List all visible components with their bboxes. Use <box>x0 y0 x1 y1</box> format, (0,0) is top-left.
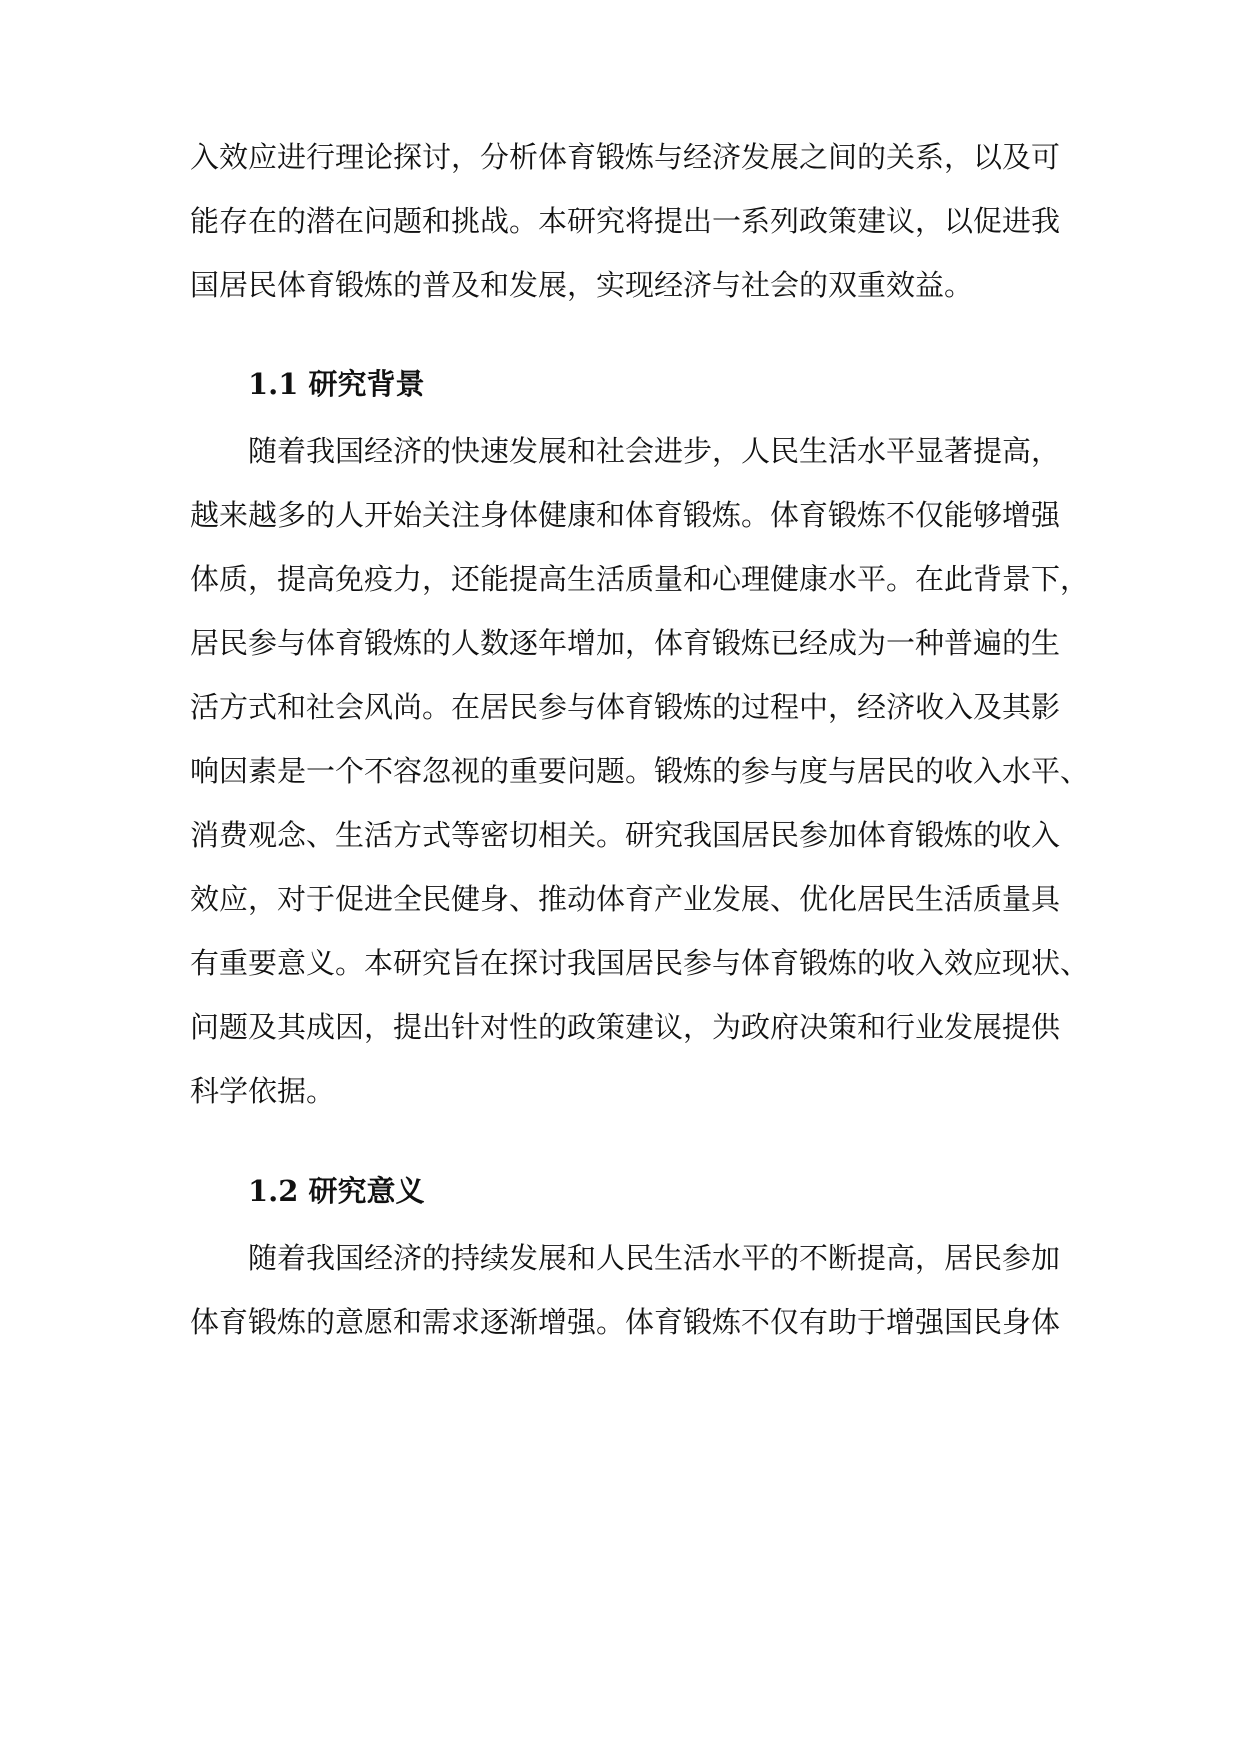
paragraph-line: 效应，对于促进全民健身、推动体育产业发展、优化居民生活质量具 <box>190 882 1061 916</box>
paragraph-line: 响因素是一个不容忽视的重要问题。锻炼的参与度与居民的收入水平、 <box>190 754 1090 788</box>
paragraph-line: 随着我国经济的持续发展和人民生活水平的不断提高，居民参加 <box>248 1241 1061 1275</box>
paragraph-line: 越来越多的人开始关注身体健康和体育锻炼。体育锻炼不仅能够增强 <box>190 498 1061 532</box>
paragraph-line: 随着我国经济的快速发展和社会进步，人民生活水平显著提高， <box>248 434 1061 468</box>
paragraph-line: 有重要意义。本研究旨在探讨我国居民参与体育锻炼的收入效应现状、 <box>190 946 1090 980</box>
paragraph-line: 能存在的潜在问题和挑战。本研究将提出一系列政策建议，以促进我 <box>190 204 1061 238</box>
paragraph-line: 国居民体育锻炼的普及和发展，实现经济与社会的双重效益。 <box>190 268 974 302</box>
paragraph-line: 体育锻炼的意愿和需求逐渐增强。体育锻炼不仅有助于增强国民身体 <box>190 1305 1061 1339</box>
paragraph-line: 入效应进行理论探讨，分析体育锻炼与经济发展之间的关系，以及可 <box>190 140 1061 174</box>
paragraph-line: 消费观念、生活方式等密切相关。研究我国居民参加体育锻炼的收入 <box>190 818 1061 852</box>
paragraph-line: 居民参与体育锻炼的人数逐年增加，体育锻炼已经成为一种普遍的生 <box>190 626 1061 660</box>
section-heading-1-2: 1.2 研究意义 <box>248 1174 425 1208</box>
paragraph-line: 问题及其成因，提出针对性的政策建议，为政府决策和行业发展提供 <box>190 1010 1061 1044</box>
section-heading-1-1: 1.1 研究背景 <box>248 367 425 401</box>
paragraph-line: 体质，提高免疫力，还能提高生活质量和心理健康水平。在此背景下， <box>190 562 1090 596</box>
paragraph-line: 活方式和社会风尚。在居民参与体育锻炼的过程中，经济收入及其影 <box>190 690 1061 724</box>
paragraph-line: 科学依据。 <box>190 1074 336 1108</box>
